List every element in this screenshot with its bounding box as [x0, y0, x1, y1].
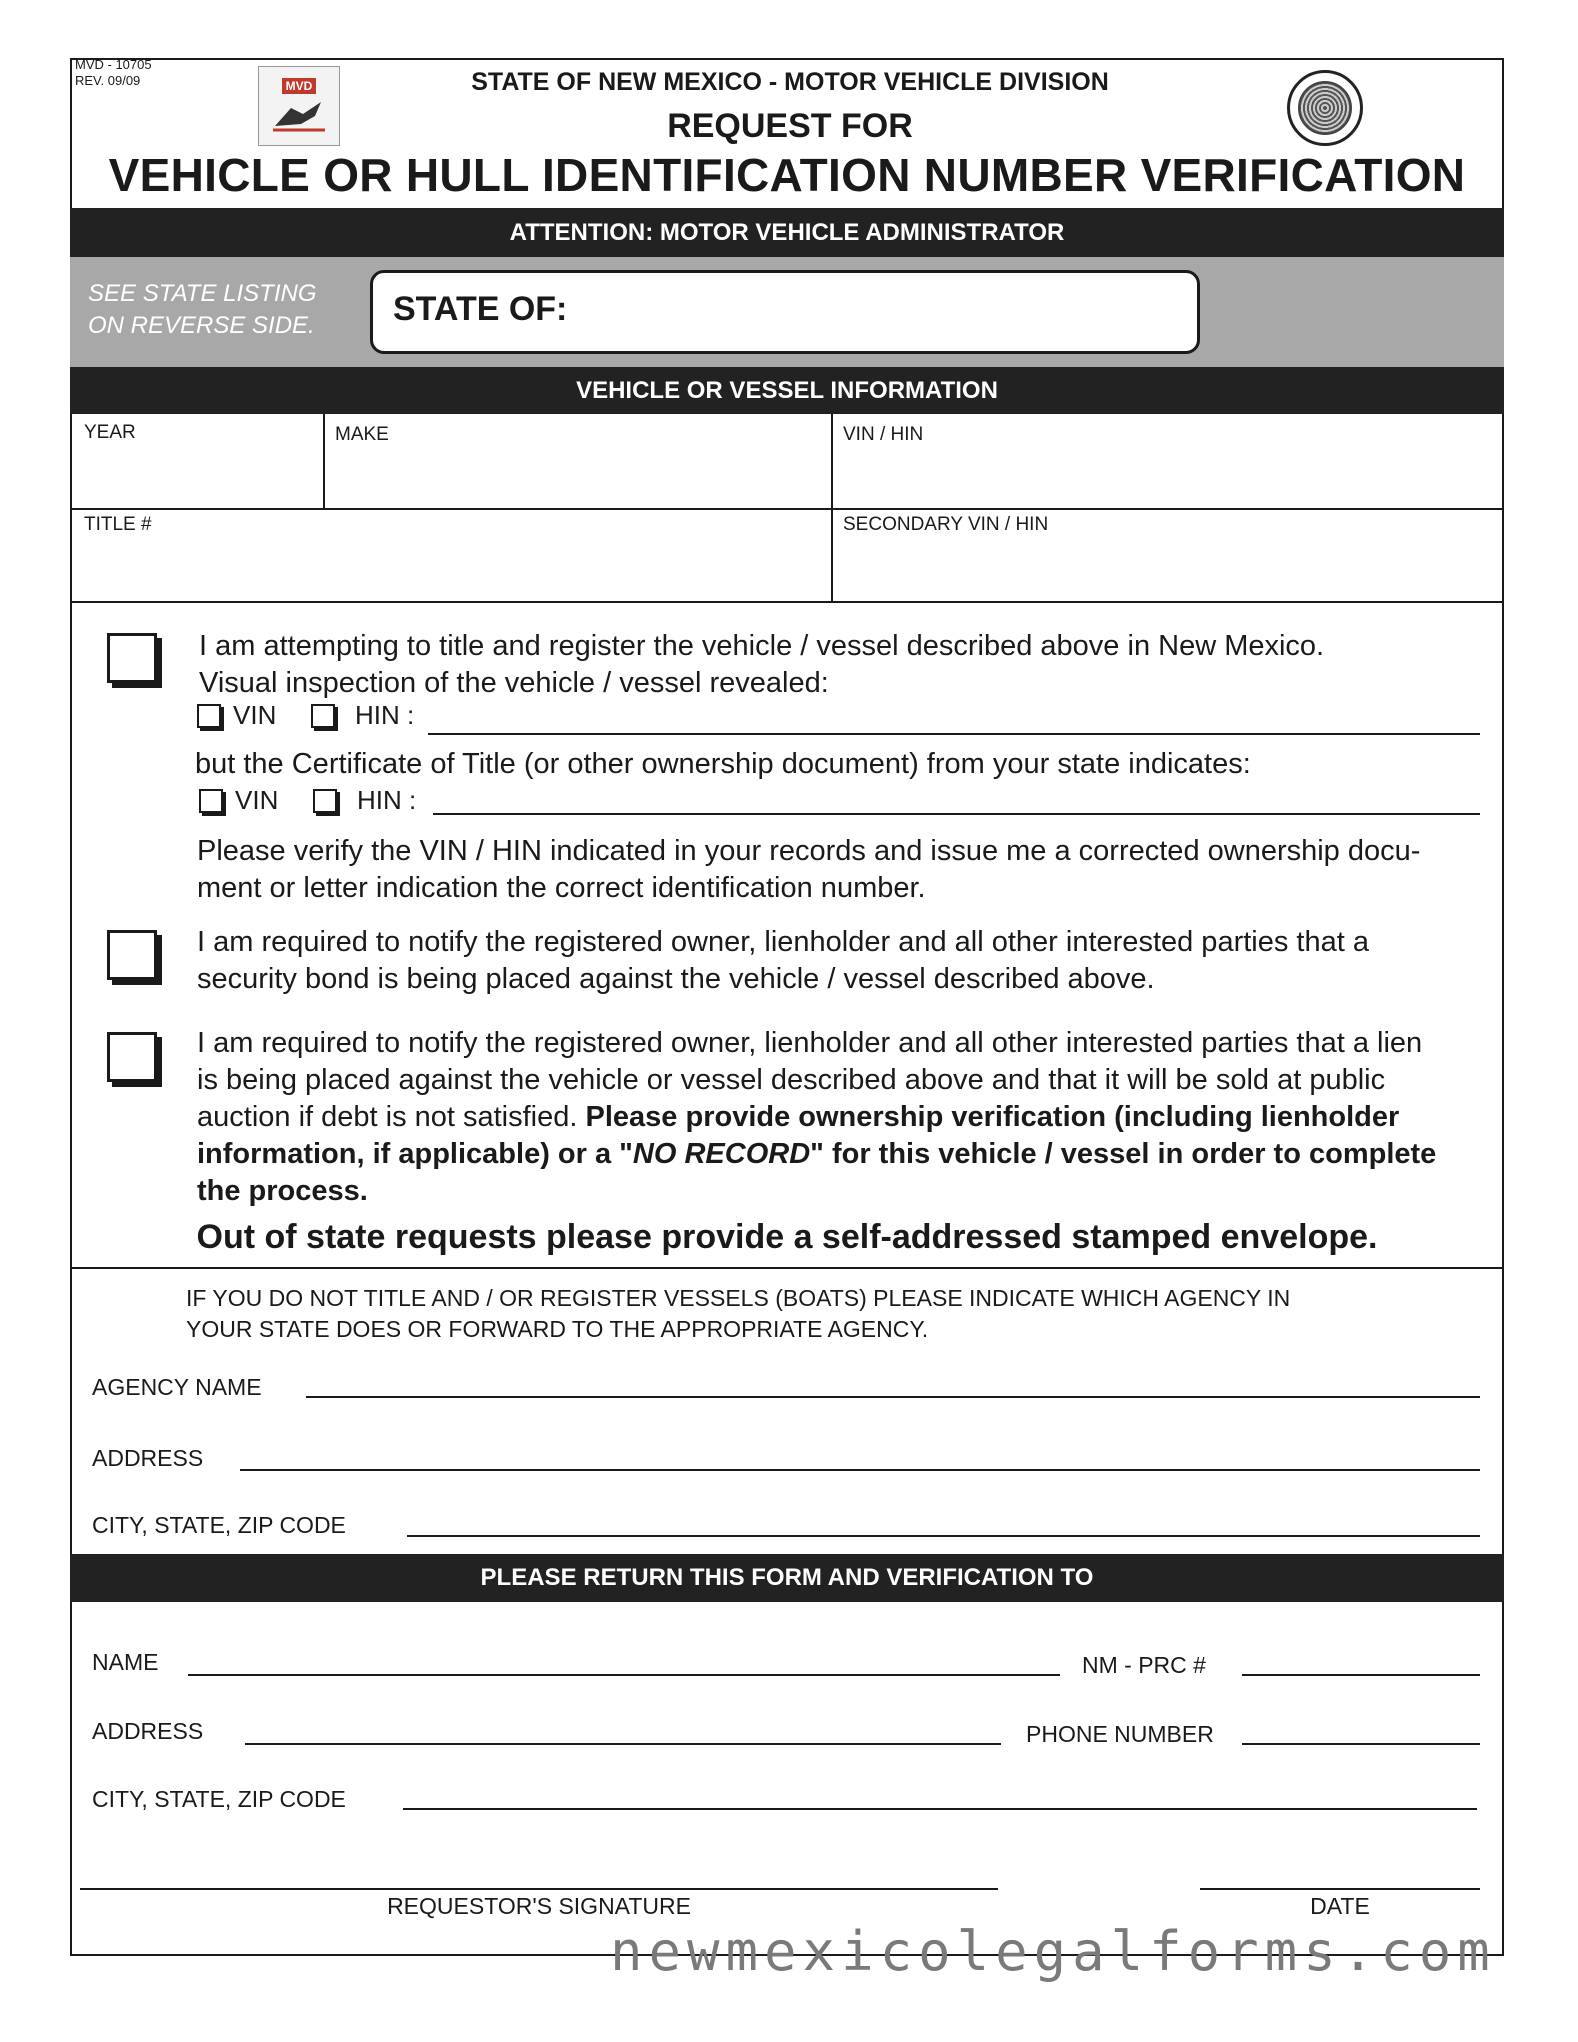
signature-label: REQUESTOR'S SIGNATURE [387, 1893, 691, 1919]
option1-line1: I am attempting to title and register the vehicle / vessel described above in New Mexico. [199, 630, 1325, 662]
title-vin-label: VIN [235, 785, 279, 815]
vehicle-info-bar: VEHICLE OR VESSEL INFORMATION [70, 367, 1504, 414]
signature-input[interactable] [80, 1888, 998, 1890]
phone-label: PHONE NUMBER [1026, 1721, 1214, 1747]
option1-line3: but the Certificate of Title (or other ownership document) from your state indicates: [195, 748, 1251, 780]
vin-hin-field[interactable]: VIN / HIN [843, 424, 924, 445]
agency-name-input[interactable] [306, 1396, 1480, 1398]
state-seal-icon [1287, 70, 1363, 146]
option3-line5: the process. [197, 1175, 368, 1207]
option2-line2: security bond is being placed against the vehicle / vessel described above. [197, 963, 1155, 995]
prc-label: NM - PRC # [1082, 1652, 1206, 1678]
title-hin-checkbox[interactable] [313, 789, 337, 813]
title-number-line[interactable] [433, 813, 1480, 815]
revealed-hin-checkbox[interactable] [311, 704, 335, 728]
divider [831, 414, 833, 601]
date-input[interactable] [1200, 1888, 1480, 1890]
option1-line2: Visual inspection of the vehicle / vessel revealed: [199, 667, 829, 699]
agency-address-input[interactable] [240, 1469, 1480, 1471]
secondary-vin-hin-field[interactable]: SECONDARY VIN / HIN [843, 514, 1049, 535]
mvd-logo [258, 66, 340, 146]
title-number-field[interactable]: TITLE # [84, 514, 152, 535]
header-request-for: REQUEST FOR [667, 107, 913, 145]
option-security-bond-checkbox[interactable] [107, 930, 157, 980]
header-agency: STATE OF NEW MEXICO - MOTOR VEHICLE DIVISION [471, 68, 1109, 96]
option1-line4: Please verify the VIN / HIN indicated in your records and issue me a corrected ownership docu- [197, 835, 1421, 867]
option3-line3: auction if debt is not satisfied. Please provide ownership verification (including lienholder [197, 1101, 1400, 1133]
option3-line4: information, if applicable) or a "NO RECORD" for this vehicle / vessel in order to complete [197, 1138, 1437, 1170]
form-revision: REV. 09/09 [75, 73, 141, 88]
phone-input[interactable] [1242, 1743, 1480, 1745]
title-hin-label: HIN : [357, 785, 417, 815]
roadrunner-icon [271, 94, 327, 134]
option2-line1: I am required to notify the registered owner, lienholder and all other interested parties that a [197, 926, 1369, 958]
watermark: newmexicolegalforms.com [610, 1920, 1496, 1983]
attention-bar: ATTENTION: MOTOR VEHICLE ADMINISTRATOR [70, 208, 1504, 257]
return-address-input[interactable] [245, 1743, 1001, 1745]
state-listing-note: SEE STATE LISTING ON REVERSE SIDE. [88, 280, 317, 339]
agency-address-label: ADDRESS [92, 1445, 204, 1471]
agency-name-label: AGENCY NAME [92, 1374, 262, 1400]
out-of-state-note: Out of state requests please provide a self-addressed stamped envelope. [196, 1218, 1378, 1256]
divider [70, 1267, 1504, 1269]
mvd-logo-text: MVD [282, 78, 317, 94]
title-vin-checkbox[interactable] [199, 789, 223, 813]
form-id [75, 57, 152, 89]
divider [70, 508, 1504, 510]
form-number: MVD - 10705 [75, 57, 152, 72]
agency-city-label: CITY, STATE, ZIP CODE [92, 1512, 346, 1538]
return-to-bar: PLEASE RETURN THIS FORM AND VERIFICATION TO [70, 1554, 1504, 1602]
year-field[interactable]: YEAR [84, 422, 136, 443]
revealed-hin-label: HIN : [355, 700, 415, 730]
divider [70, 601, 1504, 603]
option-lien-checkbox[interactable] [107, 1032, 157, 1082]
option1-line5: ment or letter indication the correct identification number. [197, 872, 926, 904]
revealed-number-line[interactable] [428, 733, 1480, 735]
option-title-register-checkbox[interactable] [107, 633, 157, 683]
make-field[interactable]: MAKE [335, 424, 389, 445]
page-title: VEHICLE OR HULL IDENTIFICATION NUMBER VERIFICATION [108, 149, 1466, 201]
option3-line2: is being placed against the vehicle or vessel described above and that it will be sold at public [197, 1064, 1386, 1096]
return-name-label: NAME [92, 1649, 159, 1675]
state-of-label: STATE OF: [393, 290, 568, 328]
agency-note: IF YOU DO NOT TITLE AND / OR REGISTER VESSELS (BOATS) PLEASE INDICATE WHICH AGENCY IN YOUR STATE DOES OR FORWARD TO THE APPROPRIATE AGENCY. [186, 1285, 1291, 1342]
return-name-input[interactable] [188, 1674, 1060, 1676]
revealed-vin-label: VIN [233, 700, 277, 730]
revealed-vin-checkbox[interactable] [197, 704, 221, 728]
return-city-input[interactable] [403, 1808, 1477, 1810]
agency-city-input[interactable] [407, 1535, 1480, 1537]
prc-input[interactable] [1242, 1674, 1480, 1676]
date-label: DATE [1310, 1893, 1370, 1919]
option3-line1: I am required to notify the registered owner, lienholder and all other interested parties that a lien [197, 1027, 1423, 1059]
return-address-label: ADDRESS [92, 1718, 204, 1744]
divider [323, 414, 325, 508]
return-city-label: CITY, STATE, ZIP CODE [92, 1786, 346, 1812]
